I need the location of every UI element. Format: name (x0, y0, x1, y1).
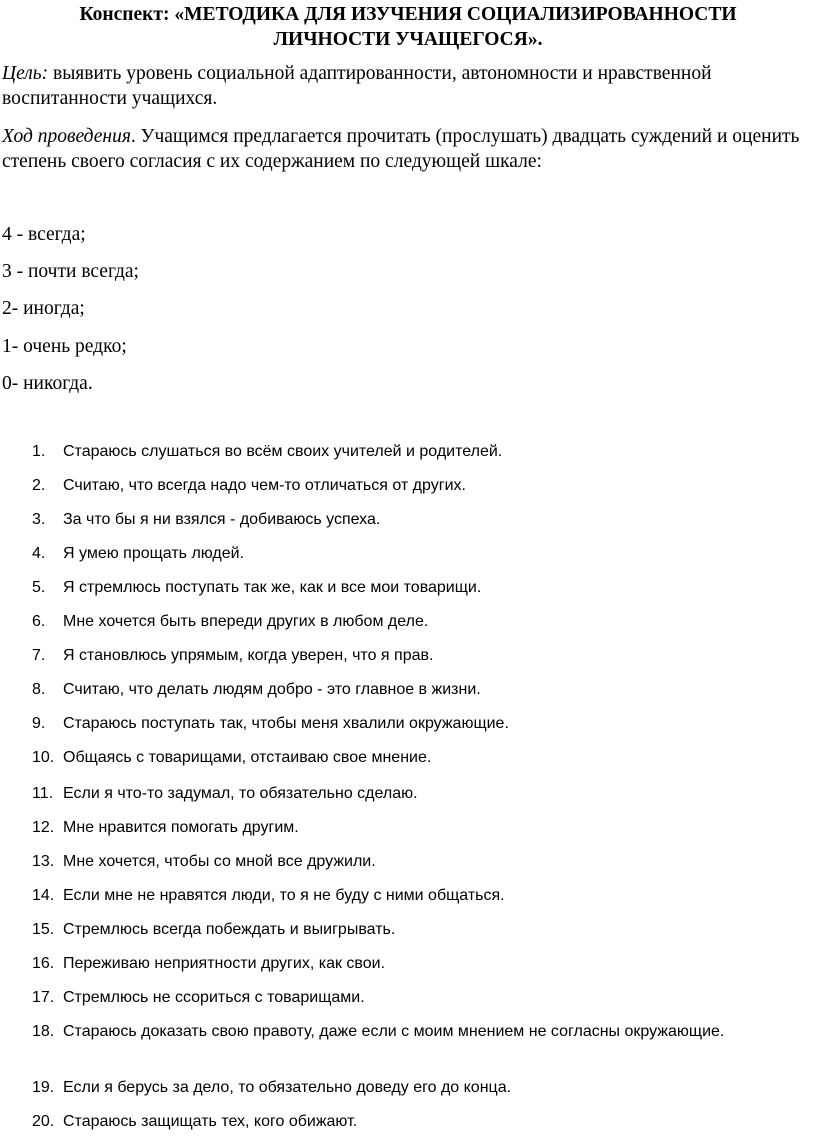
goal-text: выявить уровень социальной адаптированности, автономности и нравственной воспитанности учащихся. (2, 63, 712, 109)
item-number: 6. (32, 613, 46, 630)
item-text: Если мне не нравятся люди, то я не буду с ними общаться. (63, 887, 505, 904)
item-number: 14. (32, 887, 55, 904)
item-text: Стараюсь доказать свою правоту, даже если с моим мнением не согласны окружающие. (63, 1023, 725, 1040)
item-number: 12. (32, 819, 55, 836)
item-number: 20. (32, 1113, 55, 1130)
item-text: Стараюсь слушаться во всём своих учителей и родителей. (63, 443, 503, 460)
item-text: Считаю, что делать людям добро - это главное в жизни. (63, 681, 481, 698)
item-number: 1. (32, 443, 46, 460)
item-text: Считаю, что всегда надо чем-то отличаться от других. (63, 477, 466, 494)
item-text: Стараюсь поступать так, чтобы меня хвалили окружающие. (63, 715, 509, 732)
item-number: 19. (32, 1079, 55, 1096)
item-number: 5. (32, 579, 46, 596)
title-line-1: Конспект: «МЕТОДИКА ДЛЯ ИЗУЧЕНИЯ СОЦИАЛИЗИРОВАННОСТИ (79, 4, 737, 25)
item-text: Я умею прощать людей. (63, 545, 245, 562)
item-number: 11. (32, 785, 54, 802)
item-text: Мне хочется быть впереди других в любом деле. (63, 613, 429, 630)
scale-item: 3 - почти всегда; (2, 261, 139, 282)
item-text: Если я берусь за дело, то обязательно доведу его до конца. (63, 1079, 512, 1096)
procedure-paragraph (2, 124, 802, 174)
scale-item: 0- никогда. (2, 373, 93, 394)
goal-paragraph (2, 61, 802, 111)
item-text: Стремлюсь не ссориться с товарищами. (63, 989, 365, 1006)
item-text: За что бы я ни взялся - добиваюсь успеха. (63, 511, 381, 528)
item-text: Переживаю неприятности других, как свои. (63, 955, 386, 972)
item-text: Мне хочется, чтобы со мной все дружили. (63, 853, 376, 870)
item-number: 9. (32, 715, 46, 732)
item-text: Общаясь с товарищами, отстаиваю свое мнение. (63, 749, 432, 766)
scale-item: 2- иногда; (2, 298, 85, 319)
item-number: 7. (32, 647, 46, 664)
item-number: 17. (32, 989, 55, 1006)
item-text: Мне нравится помогать другим. (63, 819, 299, 836)
goal-label: Цель: (2, 63, 49, 84)
item-number: 3. (32, 511, 46, 528)
scale-item: 4 - всегда; (2, 224, 86, 245)
item-number: 16. (32, 955, 55, 972)
item-number: 15. (32, 921, 55, 938)
item-number: 4. (32, 545, 46, 562)
item-number: 13. (32, 853, 55, 870)
procedure-text: . Учащимся предлагается прочитать (прослушать) двадцать суждений и оценить степень своего согласия с их содержанием по следующей шкале: (2, 126, 800, 172)
item-text: Я стремлюсь поступать так же, как и все мои товарищи. (63, 579, 482, 596)
item-text: Если я что-то задумал, то обязательно сделаю. (63, 785, 418, 802)
item-number: 10. (32, 749, 55, 766)
item-number: 18. (32, 1023, 55, 1040)
item-text: Стараюсь защищать тех, кого обижают. (63, 1113, 358, 1130)
item-text: Я становлюсь упрямым, когда уверен, что я прав. (63, 647, 434, 664)
item-number: 8. (32, 681, 46, 698)
item-number: 2. (32, 477, 46, 494)
procedure-label: Ход проведения (2, 126, 131, 147)
item-text: Стремлюсь всегда побеждать и выигрывать. (63, 921, 396, 938)
document-title (0, 2, 816, 52)
scale-item: 1- очень редко; (2, 336, 127, 357)
title-line-2: ЛИЧНОСТИ УЧАЩЕГОСЯ». (273, 29, 543, 50)
